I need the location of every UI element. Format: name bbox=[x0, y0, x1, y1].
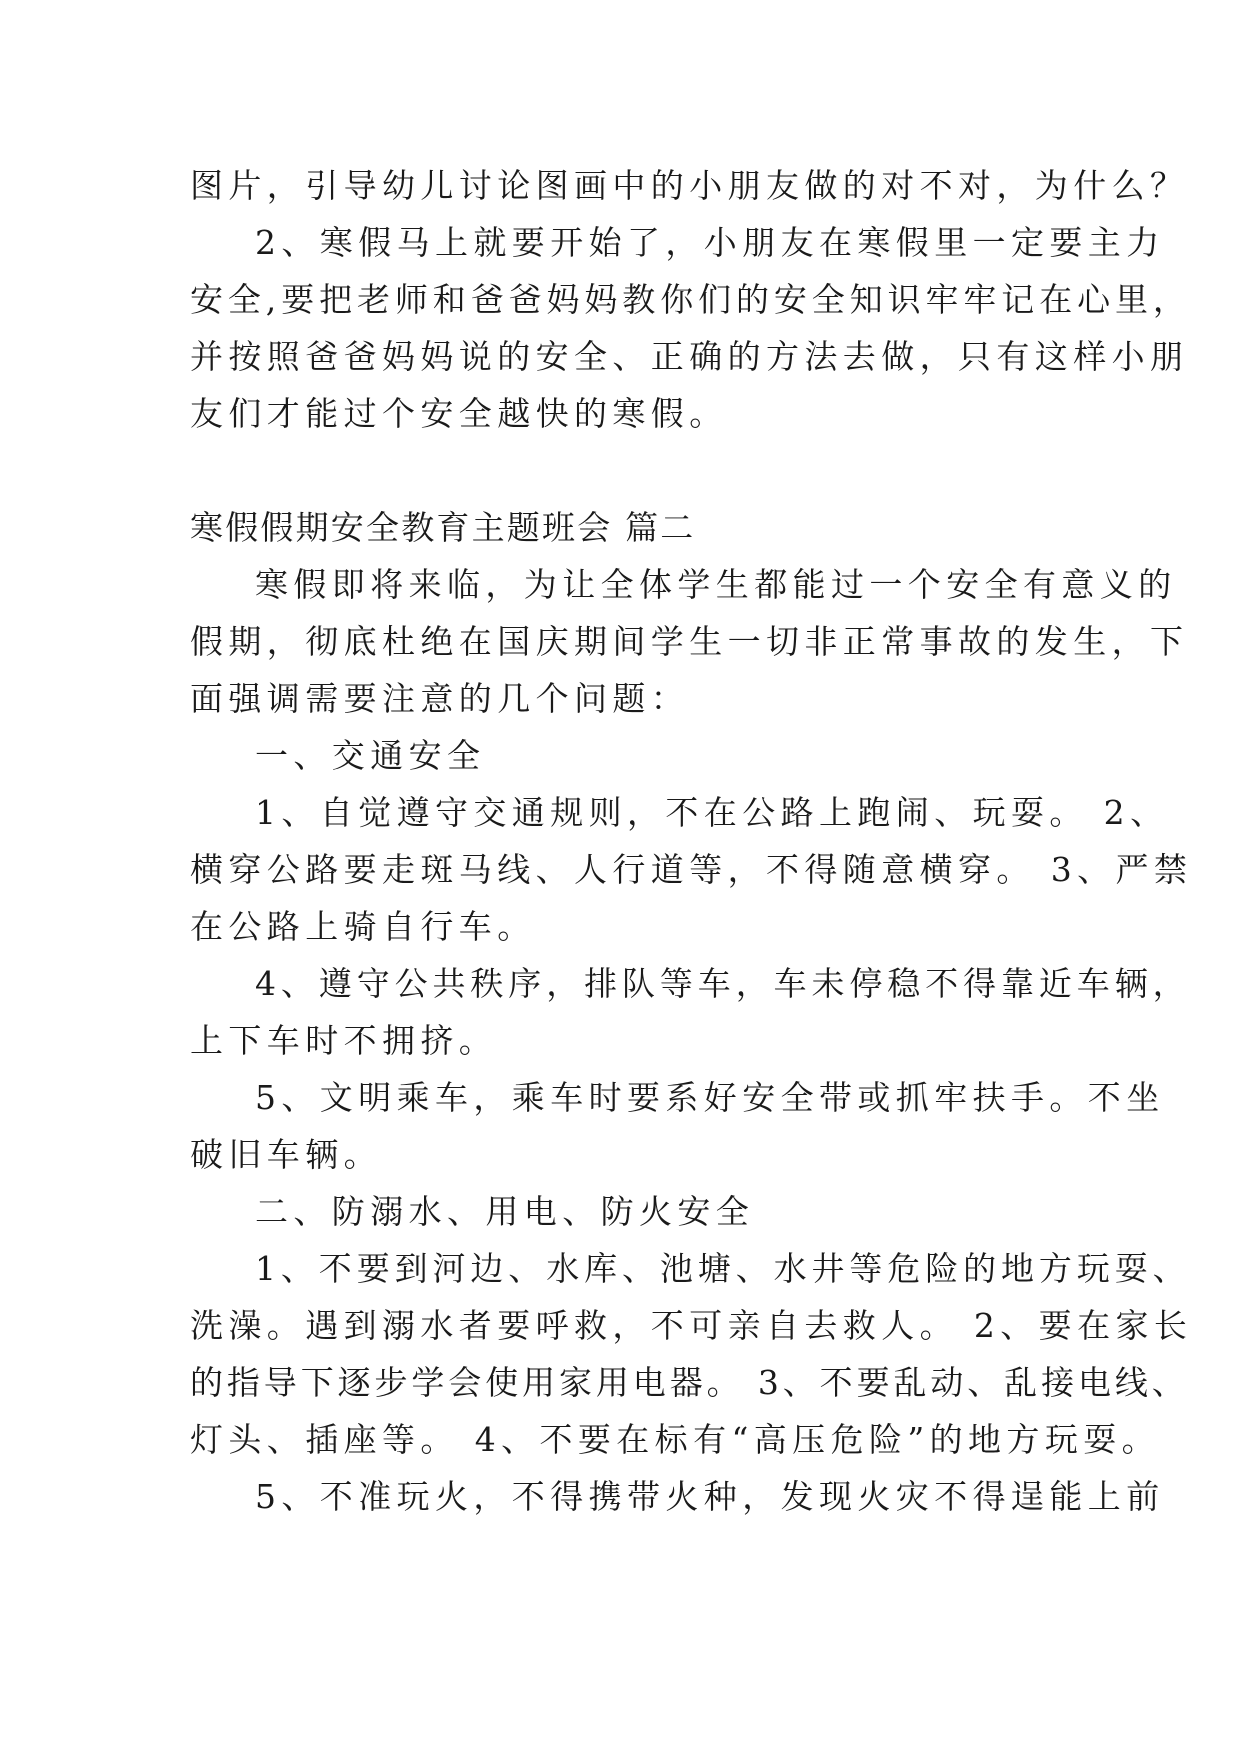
text-line: 2、寒假马上就要开始了，小朋友在寒假里一定要主力 bbox=[255, 223, 1165, 262]
text-line: 1、不要到河边、水库、池塘、水井等危险的地方玩耍、 bbox=[255, 1249, 1191, 1288]
text-line: 假期，彻底杜绝在国庆期间学生一切非正常事故的发生，下 bbox=[190, 622, 1189, 661]
text-line: 寒假即将来临，为让全体学生都能过一个安全有意义的 bbox=[255, 565, 1177, 604]
text-line: 安全,要把老师和爸爸妈妈教你们的安全知识牢牢记在心里， bbox=[190, 280, 1191, 319]
text-line: 1、自觉遵守交通规则，不在公路上跑闹、玩耍。 2、 bbox=[255, 793, 1169, 832]
text-line: 的指导下逐步学会使用家用电器。 3、不要乱动、乱接电线、 bbox=[190, 1363, 1189, 1402]
text-line: 洗澡。遇到溺水者要呼救，不可亲自去救人。 2、要在家长 bbox=[190, 1306, 1193, 1345]
text-line: 图片，引导幼儿讨论图画中的小朋友做的对不对，为什么？ bbox=[190, 166, 1189, 205]
text-line: 上下车时不拥挤。 bbox=[190, 1021, 498, 1060]
text-line: 5、不准玩火，不得携带火种，发现火灾不得逞能上前 bbox=[255, 1477, 1165, 1516]
text-line: 在公路上骑自行车。 bbox=[190, 907, 536, 946]
text-line: 友们才能过个安全越快的寒假。 bbox=[190, 394, 728, 433]
text-line: 5、文明乘车，乘车时要系好安全带或抓牢扶手。不坐 bbox=[255, 1078, 1165, 1117]
text-line: 并按照爸爸妈妈说的安全、正确的方法去做，只有这样小朋 bbox=[190, 337, 1189, 376]
section-heading: 寒假假期安全教育主题班会 篇二 bbox=[190, 508, 696, 547]
text-line: 4、遵守公共秩序，排队等车，车未停稳不得靠近车辆， bbox=[255, 964, 1191, 1003]
text-line: 横穿公路要走斑马线、人行道等，不得随意横穿。 3、严禁 bbox=[190, 850, 1193, 889]
subsection-heading: 二、防溺水、用电、防火安全 bbox=[255, 1192, 755, 1231]
subsection-heading: 一、交通安全 bbox=[255, 736, 486, 775]
text-line: 面强调需要注意的几个问题： bbox=[190, 679, 690, 718]
text-line: 灯头、插座等。 4、不要在标有“高压危险”的地方玩耍。 bbox=[190, 1420, 1161, 1459]
text-line: 破旧车辆。 bbox=[190, 1135, 382, 1174]
